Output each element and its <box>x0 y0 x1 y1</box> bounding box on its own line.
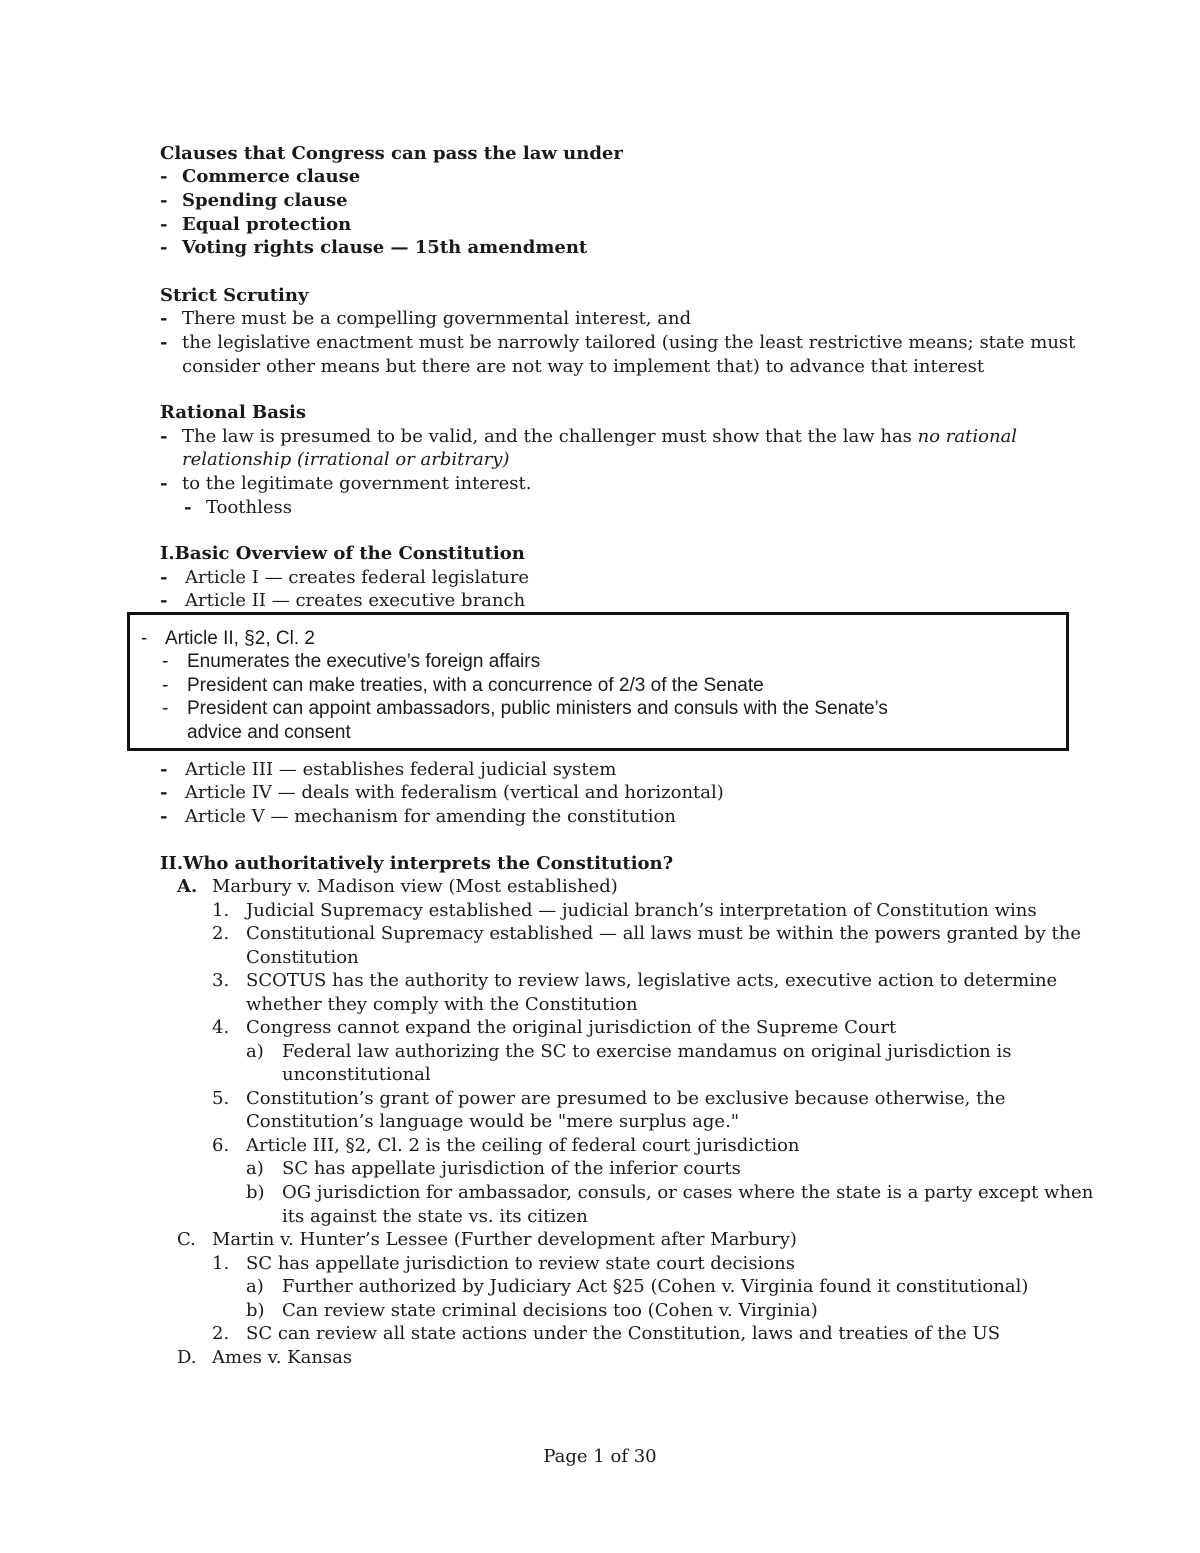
rational-basis-heading: Rational Basis <box>160 402 307 423</box>
outline-marker-d: D. <box>177 1347 197 1368</box>
outline-marker: 3. <box>212 970 230 991</box>
dash-marker: - <box>141 628 148 649</box>
callout-item-text: President can appoint ambassadors, public ministers and consuls with the Senate’s <box>187 698 888 719</box>
outline-item: SCOTUS has the authority to review laws, legislative acts, executive action to determine <box>246 970 1058 991</box>
rational-sub-item: Toothless <box>206 497 292 518</box>
outline-item-cont: unconstitutional <box>282 1064 431 1085</box>
bullet-marker: - <box>160 426 168 447</box>
outline-item: Constitution’s grant of power are presumed to be exclusive because otherwise, the <box>246 1088 1006 1109</box>
outline-marker-c: C. <box>177 1229 196 1250</box>
article-2: Article II — creates executive branch <box>185 590 526 611</box>
clause-item: Commerce clause <box>182 166 361 187</box>
rational-item-1: The law is presumed to be valid, and the challenger must show that the law has <box>182 426 918 447</box>
outline-item-a: Marbury v. Madison view (Most established) <box>212 876 618 897</box>
bullet-marker: - <box>160 806 168 827</box>
clause-item: Voting rights clause — 15th amendment <box>182 237 588 258</box>
dash-marker: - <box>162 675 169 696</box>
outline-marker: b) <box>246 1300 265 1321</box>
list-item <box>160 425 1017 448</box>
outline-item: Judicial Supremacy established — judicial branch’s interpretation of Constitution wins <box>246 900 1037 921</box>
bullet-marker: - <box>160 759 168 780</box>
outline-item-d: Ames v. Kansas <box>212 1347 353 1368</box>
list-item <box>160 331 1075 354</box>
outline-marker: 1. <box>212 1253 230 1274</box>
article-5: Article V — mechanism for amending the constitution <box>185 806 676 827</box>
list-item <box>160 236 587 259</box>
dash-marker: - <box>162 651 169 672</box>
outline-item: SC can review all state actions under the Constitution, laws and treaties of the US <box>246 1323 1001 1344</box>
article-4: Article IV — deals with federalism (vertical and horizontal) <box>185 782 724 803</box>
list-item <box>160 189 348 212</box>
outline-item-cont: its against the state vs. its citizen <box>282 1206 588 1227</box>
callout-item-text: President can make treaties, with a concurrence of 2/3 of the Senate <box>187 675 764 696</box>
strict-item-2: the legislative enactment must be narrowly tailored (using the least restrictive means; state must <box>182 332 1076 353</box>
rational-item-1-italic: no rational <box>917 426 1018 447</box>
list-item <box>160 781 724 804</box>
callout-item-cont: advice and consent <box>187 722 351 743</box>
outline-marker: 6. <box>212 1135 230 1156</box>
outline-item: Can review state criminal decisions too (Cohen v. Virginia) <box>282 1300 818 1321</box>
list-item <box>160 566 529 589</box>
bullet-marker: - <box>160 782 168 803</box>
dash-marker: - <box>160 237 168 258</box>
outline-item: SC has appellate jurisdiction to review state court decisions <box>246 1253 795 1274</box>
outline-item: SC has appellate jurisdiction of the inferior courts <box>282 1158 741 1179</box>
rational-item-1-cont: relationship (irrational or arbitrary) <box>182 449 510 470</box>
page-number: Page 1 of 30 <box>543 1446 657 1467</box>
bullet-marker: - <box>160 590 168 611</box>
outline-marker: b) <box>246 1182 265 1203</box>
bullet-marker: - <box>160 332 168 353</box>
list-item <box>160 165 360 188</box>
dash-marker: - <box>162 698 169 719</box>
article-3: Article III — establishes federal judicial system <box>185 759 617 780</box>
list-item <box>160 213 351 236</box>
bullet-marker: - <box>160 567 168 588</box>
dash-marker: - <box>160 214 168 235</box>
outline-marker: 1. <box>212 900 230 921</box>
overview-heading: I.Basic Overview of the Constitution <box>160 543 525 564</box>
interpret-heading: II.Who authoritatively interprets the Constitution? <box>160 853 674 874</box>
outline-marker: a) <box>246 1158 264 1179</box>
callout-title-text: Article II, §2, Cl. 2 <box>165 628 315 649</box>
list-item <box>160 805 676 828</box>
list-item <box>160 589 525 612</box>
bullet-marker: - <box>160 473 168 494</box>
list-item <box>160 307 691 330</box>
outline-item-cont: Constitution’s language would be "mere surplus age." <box>246 1111 740 1132</box>
clauses-heading: Clauses that Congress can pass the law under <box>160 143 623 164</box>
dash-marker: - <box>160 166 168 187</box>
outline-item: Congress cannot expand the original jurisdiction of the Supreme Court <box>246 1017 897 1038</box>
strict-item-1: There must be a compelling governmental interest, and <box>182 308 692 329</box>
outline-item: OG jurisdiction for ambassador, consuls, or cases where the state is a party except when <box>282 1182 1094 1203</box>
strict-scrutiny-heading: Strict Scrutiny <box>160 285 309 306</box>
strict-item-2-cont: consider other means but there are not way to implement that) to advance that interest <box>182 356 985 377</box>
callout-item <box>162 697 888 721</box>
outline-marker: 4. <box>212 1017 230 1038</box>
outline-marker: 2. <box>212 1323 230 1344</box>
outline-marker: 2. <box>212 923 230 944</box>
callout-item <box>162 674 764 698</box>
list-item <box>160 472 531 495</box>
list-item <box>160 758 616 781</box>
outline-item: Article III, §2, Cl. 2 is the ceiling of federal court jurisdiction <box>246 1135 800 1156</box>
bullet-marker: - <box>184 497 192 518</box>
outline-marker: 5. <box>212 1088 230 1109</box>
callout-title <box>141 627 315 651</box>
clause-item: Spending clause <box>182 190 348 211</box>
outline-marker: a) <box>246 1276 264 1297</box>
outline-marker: a) <box>246 1041 264 1062</box>
callout-item-text: Enumerates the executive’s foreign affairs <box>187 651 541 672</box>
list-item <box>184 496 292 519</box>
clause-item: Equal protection <box>182 214 352 235</box>
callout-item <box>162 650 540 674</box>
outline-marker-a: A. <box>177 876 198 897</box>
outline-item: Federal law authorizing the SC to exercise mandamus on original jurisdiction is <box>282 1041 1012 1062</box>
bullet-marker: - <box>160 308 168 329</box>
outline-item-cont: Constitution <box>246 947 359 968</box>
article-1: Article I — creates federal legislature <box>185 567 530 588</box>
outline-item: Further authorized by Judiciary Act §25 (Cohen v. Virginia found it constitutional) <box>282 1276 1029 1297</box>
outline-item: Constitutional Supremacy established — all laws must be within the powers granted by the <box>246 923 1081 944</box>
outline-item-c: Martin v. Hunter’s Lessee (Further development after Marbury) <box>212 1229 797 1250</box>
dash-marker: - <box>160 190 168 211</box>
outline-item-cont: whether they comply with the Constitution <box>246 994 638 1015</box>
rational-item-2: to the legitimate government interest. <box>182 473 532 494</box>
